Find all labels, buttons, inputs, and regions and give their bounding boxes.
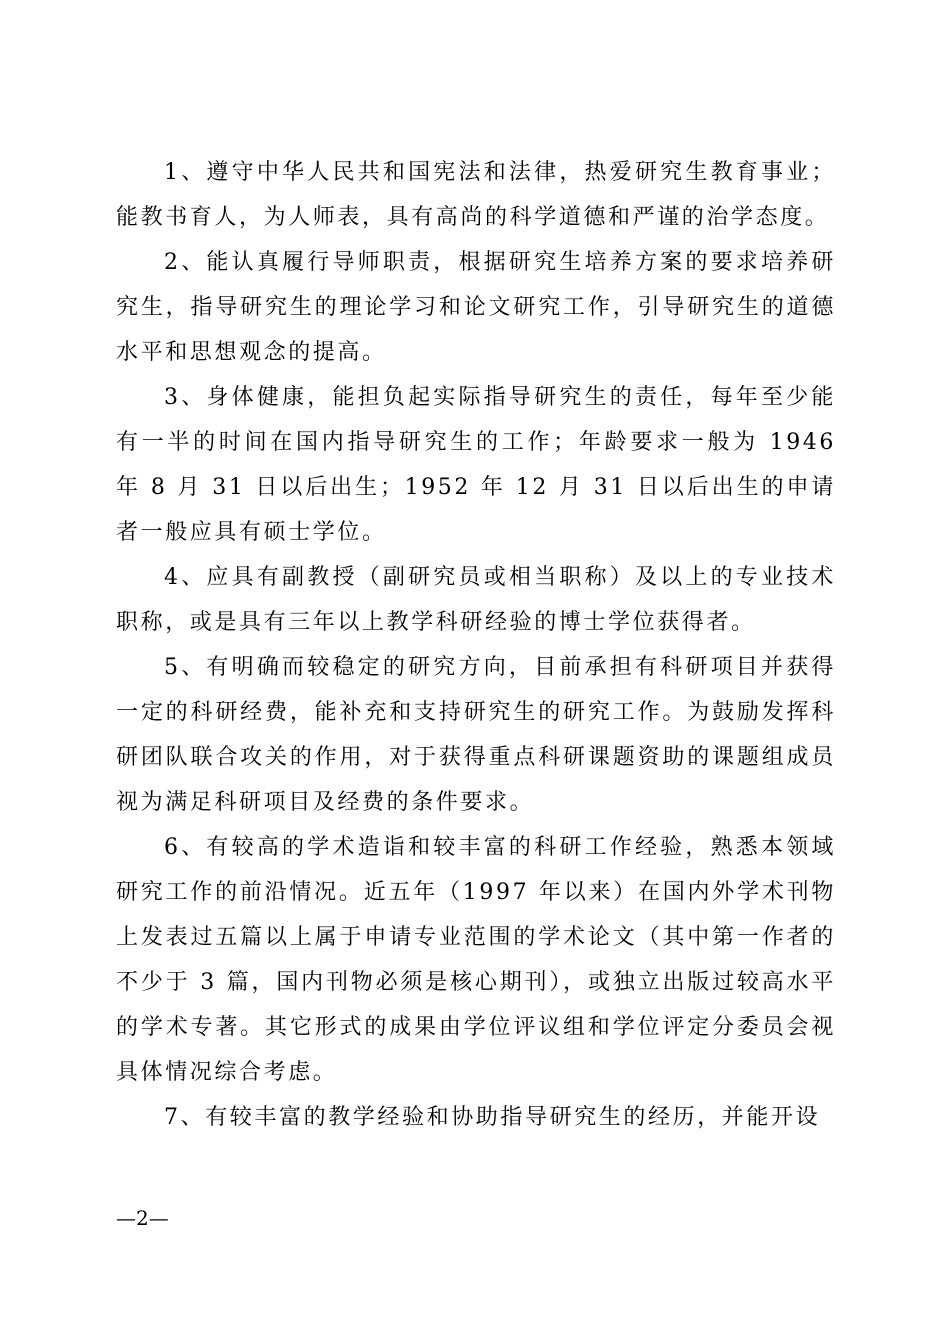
paragraph-1: 1、遵守中华人民共和国宪法和法律，热爱研究生教育事业；能教书育人，为人师表，具有高尚的科学道德和严谨的治学态度。 — [116, 160, 836, 230]
page-number: —2— — [116, 1206, 169, 1230]
paragraph-5: 5、有明确而较稳定的研究方向，目前承担有科研项目并获得一定的科研经费，能补充和支持研究生的研究工作。为鼓励发挥科研团队联合攻关的作用，对于获得重点科研课题资助的课题组成员视为满足科研项目及经费的条件要求。 — [116, 655, 836, 815]
paragraph-4: 4、应具有副教授（副研究员或相当职称）及以上的专业技术职称，或是具有三年以上教学科研经验的博士学位获得者。 — [116, 565, 836, 635]
document-body — [116, 150, 836, 1140]
paragraph-2: 2、能认真履行导师职责，根据研究生培养方案的要求培养研究生，指导研究生的理论学习和论文研究工作，引导研究生的道德水平和思想观念的提高。 — [116, 250, 836, 365]
paragraph-6: 6、有较高的学术造诣和较丰富的科研工作经验，熟悉本领域研究工作的前沿情况。近五年（1997 年以来）在国内外学术刊物上发表过五篇以上属于申请专业范围的学术论文（其中第一作者的不少于 3 篇，国内刊物必须是核心期刊），或独立出版过较高水平的学术专著。其它形式的成果由学位评议组和学位评定分委员会视具体情况综合考虑。 — [116, 835, 836, 1085]
paragraph-7: 7、有较丰富的教学经验和协助指导研究生的经历，并能开设 — [164, 1105, 821, 1130]
paragraph-3: 3、身体健康，能担负起实际指导研究生的责任，每年至少能有一半的时间在国内指导研究生的工作；年龄要求一般为 1946 年 8 月 31 日以后出生；1952 年 12 月 31 日以后出生的申请者一般应具有硕士学位。 — [116, 385, 836, 545]
